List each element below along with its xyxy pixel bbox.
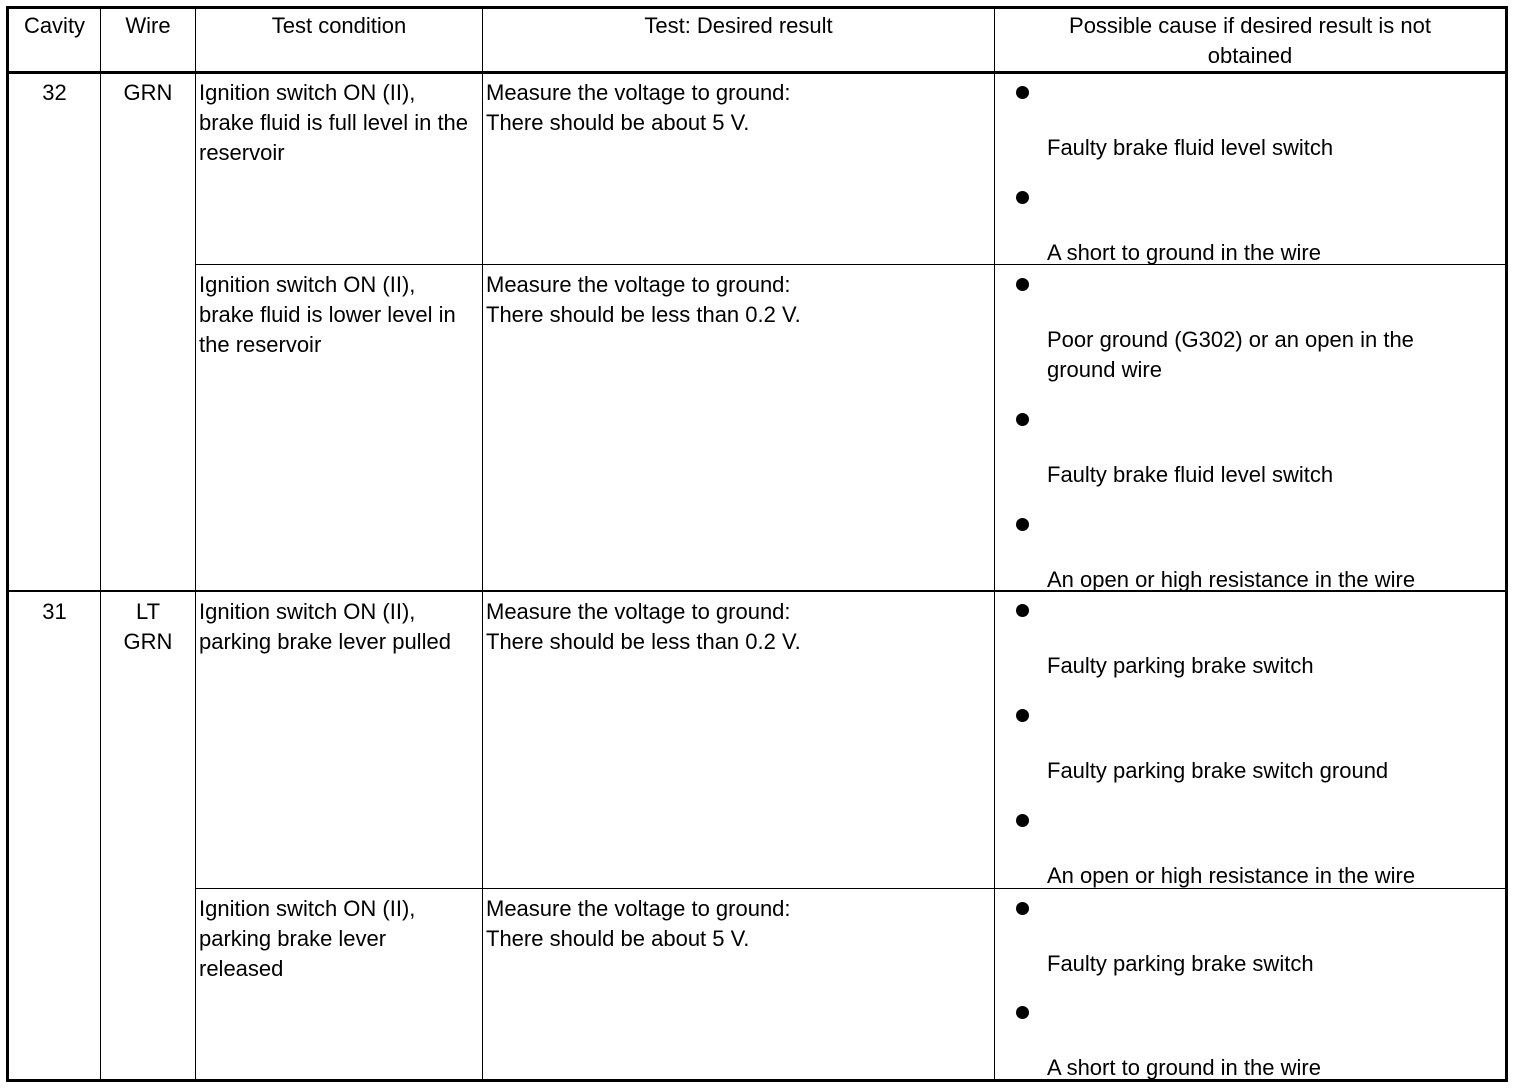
cause-item: Faulty parking brake switch xyxy=(1047,653,1314,678)
column-divider xyxy=(482,6,483,1082)
header-possible-cause: Possible cause if desired result is not obtained xyxy=(1069,13,1431,68)
test-condition-cell: Ignition switch ON (II), brake fluid is lower level in the reservoir xyxy=(199,272,456,357)
cavity-cell: 32 xyxy=(42,80,67,105)
cause-item: Faulty parking brake switch ground xyxy=(1047,758,1389,783)
column-divider xyxy=(994,6,995,1082)
desired-result-line: Measure the voltage to ground: xyxy=(486,896,791,921)
desired-result-line: There should be about 5 V. xyxy=(486,110,750,135)
bullet-icon xyxy=(1016,604,1029,617)
cause-item: Faulty brake fluid level switch xyxy=(1047,462,1334,487)
bullet-icon xyxy=(1016,902,1029,915)
desired-result-line: There should be less than 0.2 V. xyxy=(486,629,801,654)
header-cavity: Cavity xyxy=(23,13,86,38)
header-wire: Wire xyxy=(125,13,171,38)
cavity-cell: 31 xyxy=(42,599,67,624)
cause-item: A short to ground in the wire xyxy=(1047,240,1321,265)
bullet-icon xyxy=(1016,518,1029,531)
test-condition-cell: Ignition switch ON (II), parking brake lever pulled xyxy=(199,599,451,654)
bullet-icon xyxy=(1016,413,1029,426)
desired-result-line: There should be less than 0.2 V. xyxy=(486,302,801,327)
bullet-icon xyxy=(1016,709,1029,722)
header-test-condition: Test condition xyxy=(271,13,407,38)
desired-result-line: Measure the voltage to ground: xyxy=(486,272,791,297)
cause-item: An open or high resistance in the wire xyxy=(1047,863,1416,888)
bullet-icon xyxy=(1016,278,1029,291)
cause-item: Faulty parking brake switch xyxy=(1047,951,1314,976)
bullet-icon xyxy=(1016,191,1029,204)
column-divider xyxy=(195,6,196,1082)
header-divider xyxy=(6,71,1508,74)
cause-item: A short to ground in the wire xyxy=(1047,1055,1321,1080)
test-condition-cell: Ignition switch ON (II), brake fluid is full level in the reservoir xyxy=(199,80,469,165)
test-condition-cell: Ignition switch ON (II), parking brake lever released xyxy=(199,896,416,981)
header-desired-result: Test: Desired result xyxy=(644,13,833,38)
bullet-icon xyxy=(1016,86,1029,99)
cause-item: Faulty brake fluid level switch xyxy=(1047,135,1334,160)
desired-result-line: Measure the voltage to ground: xyxy=(486,80,791,105)
bullet-icon xyxy=(1016,1006,1029,1019)
wire-cell: LT GRN xyxy=(123,599,173,654)
desired-result-line: Measure the voltage to ground: xyxy=(486,599,791,624)
wire-cell: GRN xyxy=(123,80,173,105)
desired-result-line: There should be about 5 V. xyxy=(486,926,750,951)
cause-item: An open or high resistance in the wire xyxy=(1047,567,1416,592)
bullet-icon xyxy=(1016,814,1029,827)
column-divider xyxy=(100,6,101,1082)
cause-item: Poor ground (G302) or an open in the ground wire xyxy=(1047,327,1414,382)
